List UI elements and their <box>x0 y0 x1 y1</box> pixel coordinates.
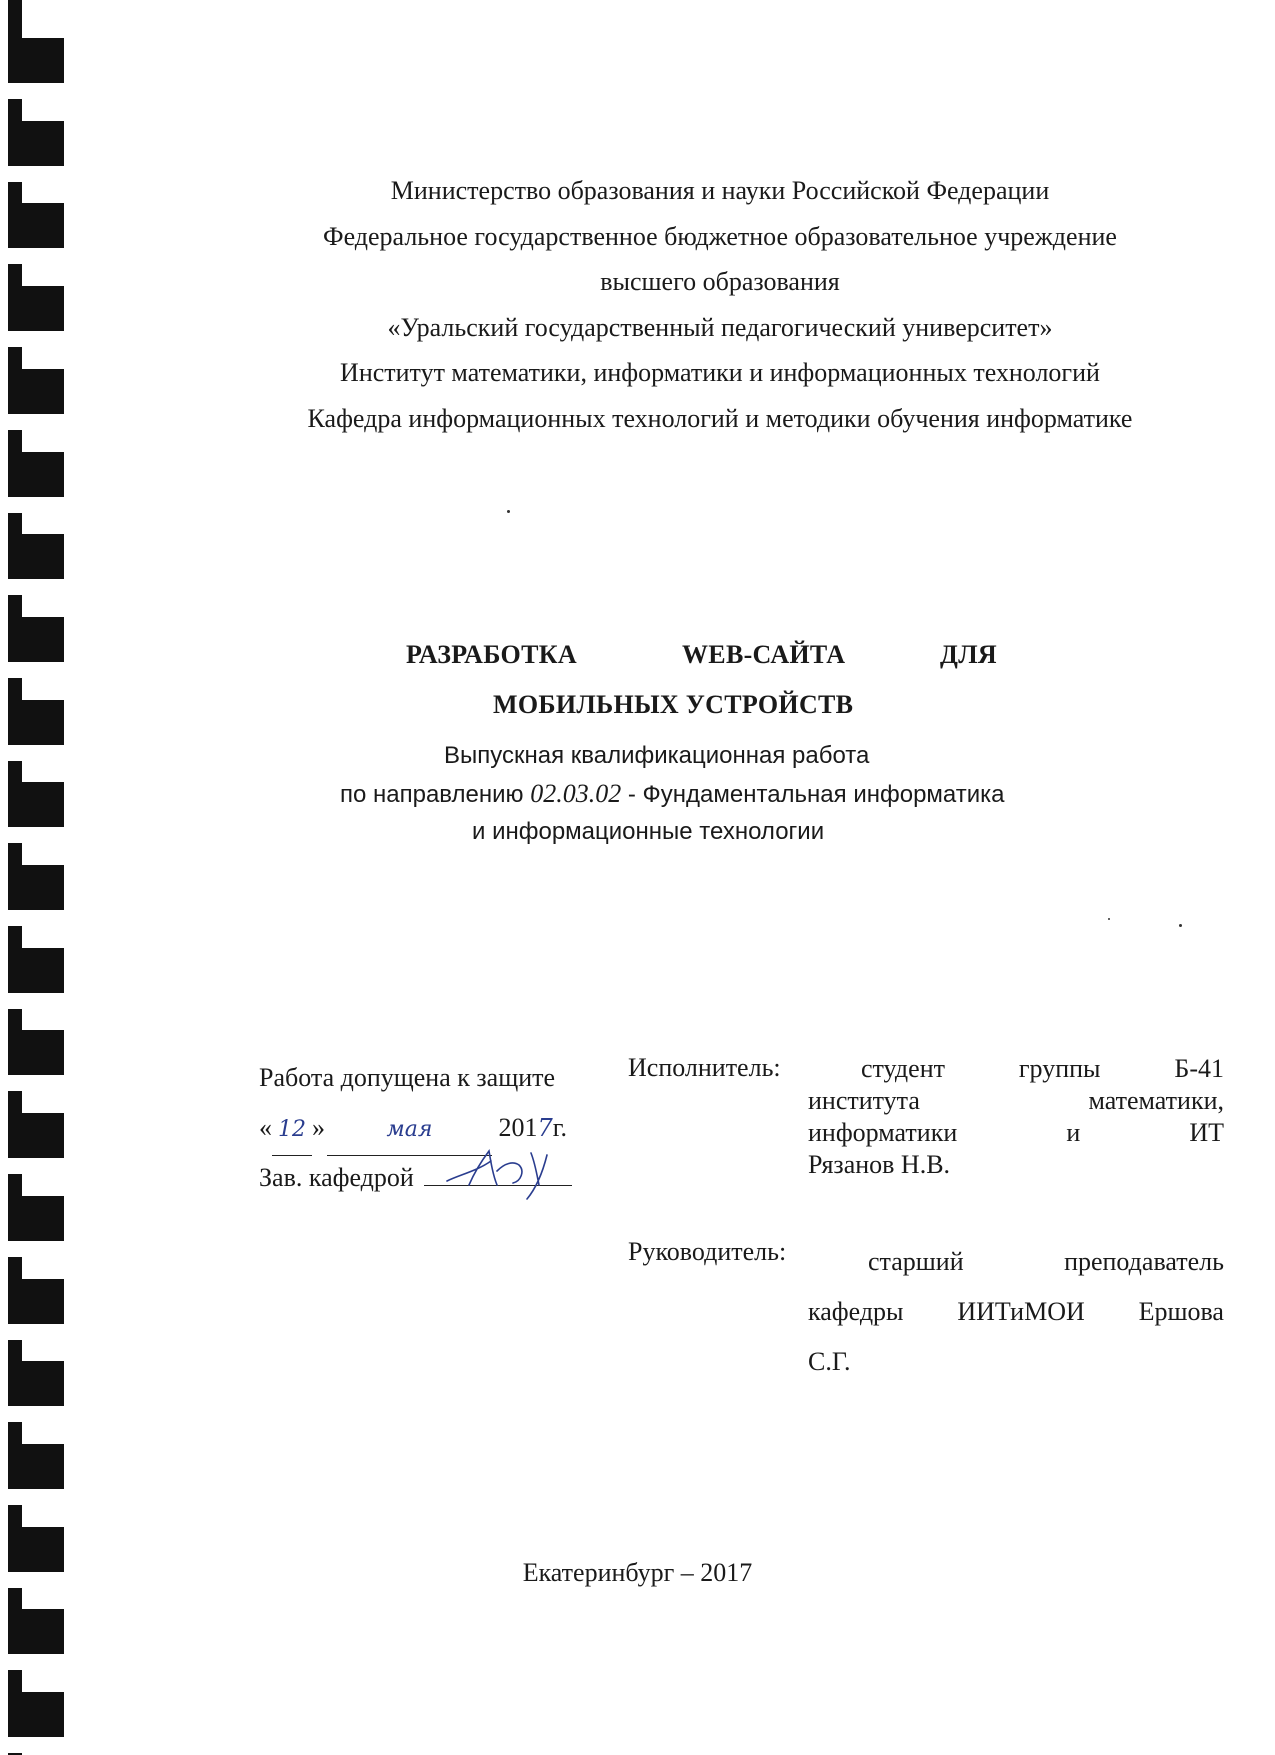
year-suffix: г. <box>552 1113 568 1142</box>
title-line-mobile-devices: МОБИЛЬНЫХ УСТРОЙСТВ <box>493 690 854 719</box>
executor-line-3 <box>808 1117 1224 1149</box>
admission-block <box>259 1053 572 1203</box>
day-field <box>272 1103 312 1156</box>
binding-tooth <box>8 700 64 745</box>
binding-tooth <box>8 1361 64 1406</box>
supervisor-word: преподаватель <box>1064 1247 1224 1276</box>
supervisor-details <box>808 1237 1224 1387</box>
supervisor-line-1 <box>808 1237 1224 1287</box>
binding-tooth <box>8 1692 64 1737</box>
supervisor-word: Ершова <box>1138 1297 1224 1326</box>
binding-tooth <box>8 617 64 662</box>
binding-tooth <box>8 1196 64 1241</box>
supervisor-word: старший <box>868 1247 964 1276</box>
handwritten-month: мая <box>386 1117 433 1142</box>
handwritten-year-digit: 7 <box>537 1114 553 1142</box>
direction-name: - Фундаментальная информатика <box>621 781 1005 808</box>
binding-tooth <box>8 286 64 331</box>
direction-line <box>340 778 1005 811</box>
work-type-line <box>444 740 869 772</box>
close-quote: » <box>312 1113 325 1142</box>
binding-tooth <box>8 865 64 910</box>
executor-word: студент <box>861 1054 945 1083</box>
direction-prefix: по направлению <box>340 781 531 808</box>
title-word-website: WEB-САЙТА <box>682 640 846 669</box>
head-of-department-label: Зав. кафедрой <box>259 1163 414 1192</box>
binding-tooth <box>8 452 64 497</box>
direction-code: 02.03.02 <box>530 779 622 808</box>
title-word-development: РАЗРАБОТКА <box>406 640 577 669</box>
comb-binding <box>8 0 68 1755</box>
binding-tooth <box>8 1609 64 1654</box>
binding-tooth <box>8 203 64 248</box>
head-of-department-row <box>259 1153 572 1203</box>
scan-speck <box>507 510 510 513</box>
department-line: Кафедра информационных технологий и методики обучения информатике <box>307 403 1133 433</box>
education-level-line: высшего образования <box>600 267 840 296</box>
ministry-line: Министерство образования и науки Российской Федерации <box>390 176 1050 205</box>
header-block <box>190 168 1250 441</box>
binding-tooth <box>8 1113 64 1158</box>
binding-tooth <box>8 782 64 827</box>
year-prefix: 201 <box>498 1113 538 1142</box>
open-quote: « <box>259 1113 272 1142</box>
work-type-text: Выпускная квалификационная работа <box>444 742 870 769</box>
title-word-for: ДЛЯ <box>940 640 997 669</box>
supervisor-initials: С.Г. <box>808 1347 851 1376</box>
direction-line-continued <box>472 816 824 848</box>
executor-word: и <box>1066 1118 1081 1147</box>
executor-word: математики, <box>1088 1086 1224 1115</box>
executor-word: группы <box>1018 1054 1101 1083</box>
binding-tooth <box>8 534 64 579</box>
direction-name-continued: и информационные технологии <box>472 818 825 845</box>
executor-word: информатики <box>808 1118 958 1147</box>
university-name-line: «Уральский государственный педагогический университет» <box>387 312 1053 342</box>
binding-tooth <box>8 1030 64 1075</box>
admission-heading: Работа допущена к защите <box>259 1063 556 1092</box>
binding-tooth <box>8 121 64 166</box>
executor-details <box>808 1053 1224 1181</box>
binding-tooth <box>8 38 64 83</box>
handwritten-day: 12 <box>278 1117 306 1142</box>
binding-tooth <box>8 1279 64 1324</box>
supervisor-label: Руководитель: <box>628 1237 787 1266</box>
executor-line-1 <box>808 1053 1224 1085</box>
institution-type-line: Федеральное государственное бюджетное образовательное учреждение <box>323 221 1117 251</box>
handwritten-signature <box>439 1141 569 1201</box>
city-year: Екатеринбург – 2017 <box>522 1558 753 1587</box>
supervisor-line-2 <box>808 1287 1224 1337</box>
binding-tooth <box>8 369 64 414</box>
executor-word: ИТ <box>1189 1118 1224 1147</box>
executor-word: Б-41 <box>1174 1054 1224 1083</box>
binding-tooth <box>8 1444 64 1489</box>
executor-line-2 <box>808 1085 1224 1117</box>
scan-speck <box>1108 918 1110 920</box>
institute-line: Институт математики, информатики и информационных технологий <box>340 358 1100 387</box>
binding-tooth <box>8 948 64 993</box>
scan-speck <box>1179 924 1182 927</box>
supervisor-word: ИИТиМОИ <box>957 1297 1085 1326</box>
executor-label: Исполнитель: <box>628 1053 781 1082</box>
executor-word: института <box>808 1086 920 1115</box>
executor-name: Рязанов Н.В. <box>808 1150 951 1179</box>
supervisor-word: кафедры <box>808 1297 904 1326</box>
